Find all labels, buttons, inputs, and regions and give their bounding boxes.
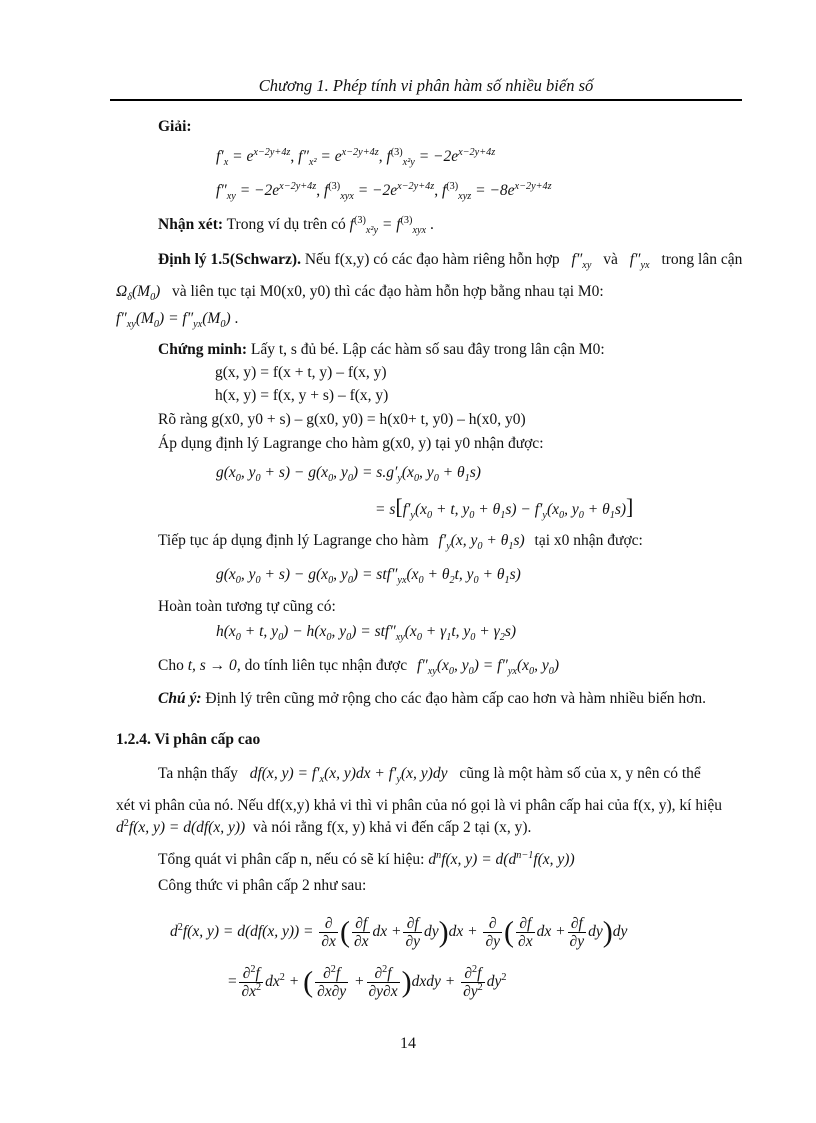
equation-second-differential-2: = $\frac{\partial^2f}{\partial x^2}$ $dx^2$ + ( $\frac{\partial^2f}{\partial x\partial y}$ + $\frac{\partial^2f}{\partial y\partial x}$ )dxdy + $\frac{\partial^2f}{\partial y^2}$ $dy^2$ <box>227 963 507 1000</box>
proof-def-g: g(x, y) = f(x + t, y) – f(x, y) <box>215 364 387 381</box>
equation-lagrange-g-2: = $s[f'_y(x_0 + t$, $y_0 + \theta_1s) - f'_y(x_0$, $y_0 + \theta_1s$)] <box>375 494 634 522</box>
proof-apply-lagrange: Áp dụng định lý Lagrange cho hàm g(x0, y) tại y0 nhận được: <box>158 435 544 452</box>
theorem-equation: $f''_{xy}(M_0) = f''_{yx}(M_0)$ . <box>116 310 239 331</box>
note: Chú ý: Định lý trên cũng mở rộng cho các đạo hàm cấp cao hơn và hàm nhiều biến hơn. <box>158 690 707 707</box>
section-para1-line1: Ta nhận thấy df(x, $y) = f'_x(x$, $y)dx + f'_y(x$, y)dy cũng là một hàm số của x, y nên có thể <box>158 765 701 786</box>
theorem-line1: Định lý 1.5(Schwarz). Nếu f(x,y) có các đạo hàm riêng hỗn hợp $f''_{xy}$ và $f''_{yx}$ trong lân cận <box>158 251 743 272</box>
solution-label: Giải: <box>158 118 192 135</box>
chapter-header: Chương 1. Phép tính vi phân hàm số nhiều biến số <box>258 76 594 95</box>
section-formula-intro: Công thức vi phân cấp 2 như sau: <box>158 877 367 894</box>
proof-similarly: Hoàn toàn tương tự cũng có: <box>158 598 336 615</box>
section-para1-line3: $d^2f(x$, y) = d(df(x, y)) và nói rằng f(x, y) khả vi đến cấp 2 tại (x, y). <box>116 817 532 836</box>
equation-lagrange-g-1: $g(x_0$, $y_0 + s) - g(x_0$, $y_0) = s.g'_y(x_0$, $y_0 + \theta_1s$) <box>216 464 481 485</box>
proof-continue-lagrange: Tiếp tục áp dụng định lý Lagrange cho hàm $f'_y(x$, $y_0 + \theta_1s$) tại x0 nhận được: <box>158 532 643 553</box>
section-title: 1.2.4. Vi phân cấp cao <box>116 731 261 748</box>
equation-h: $h(x_0 + t$, $y_0) - h(x_0$, $y_0) = stf''_{xy}(x_0 + \gamma_1t$, $y_0 + \gamma_2s$) <box>216 623 517 644</box>
equation-derivatives-2: $f''_{xy} = -2e^{x-2y+4z}$, $f^{(3)}_{xyx} = -2e^{x-2y+4z}$, $f^{(3)}_{xyz} = -8e^{x-2y+4z}$ <box>216 180 552 203</box>
theorem-line2: $\Omega_\delta(M_0)$ và liên tục tại M0(x0, y0) thì các đạo hàm hỗn hợp bằng nhau tại M0: <box>116 283 604 304</box>
section-general: Tổng quát vi phân cấp n, nếu có sẽ kí hiệu: $d^nf(x$, $y) = d(d^{n-1}f(x$, y)) <box>158 849 575 868</box>
remark: Nhận xét: Trong ví dụ trên có $f^{(3)}_{x^2y} = f^{(3)}_{xyx}$ . <box>158 214 434 237</box>
equation-derivatives-1: $f'_x = e^{x-2y+4z}$, $f''_{x^2} = e^{x-2y+4z}$, $f^{(3)}_{x^2y} = -2e^{x-2y+4z}$ <box>216 146 496 169</box>
equation-second-differential-1: $d^2f(x$, y) = d(df(x, y)) = $\frac{\partial}{\partial x}$ ( $\frac{\partial f}{\partial x}$ dx + $\frac{\partial f}{\partial y}$ dy)dx + $\frac{\partial}{\partial y}$ ( $\frac{\partial f}{\partial x}$ dx + $\frac{\partial f}{\partial y}$ dy)dy <box>170 914 628 950</box>
proof-clearly: Rõ ràng g(x0, y0 + s) – g(x0, y0) = h(x0+ t, y0) – h(x0, y0) <box>158 411 526 428</box>
proof-intro: Chứng minh: Lấy t, s đủ bé. Lập các hàm số sau đây trong lân cận M0: <box>158 341 605 358</box>
header-rule <box>110 99 742 101</box>
page-number: 14 <box>400 1035 416 1052</box>
equation-lagrange-g-3: $g(x_0$, $y_0 + s) - g(x_0$, $y_0) = stf''_{yx}(x_0 + \theta_2t$, $y_0 + \theta_1s$) <box>216 566 521 587</box>
proof-conclusion: Cho t, s → 0, do tính liên tục nhận được $f''_{xy}(x_0$, $y_0) = f''_{yx}(x_0$, $y_0$) <box>158 657 560 678</box>
proof-def-h: h(x, y) = f(x, y + s) – f(x, y) <box>215 387 389 404</box>
section-para1-line2: xét vi phân của nó. Nếu df(x,y) khả vi thì vi phân của nó gọi là vi phân cấp hai của f(x, y), kí hiệu <box>116 797 723 814</box>
